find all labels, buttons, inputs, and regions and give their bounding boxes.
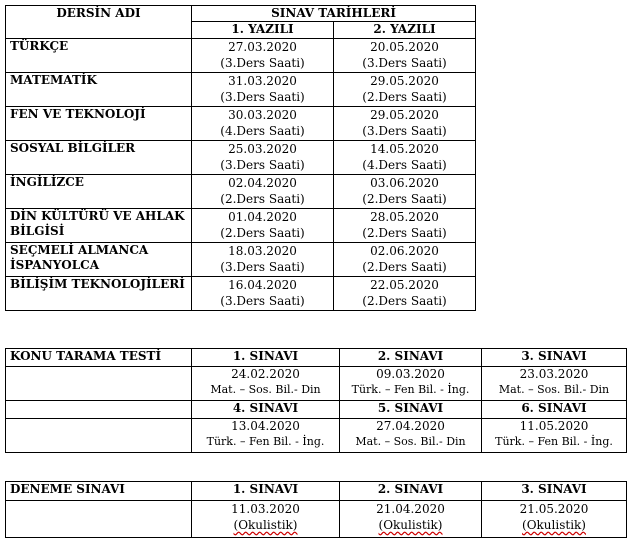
exam-row xyxy=(6,107,476,141)
exam-row xyxy=(6,73,476,107)
header-row xyxy=(6,6,476,22)
screening-data-row-2 xyxy=(6,419,627,453)
trial-exam-1: 1. SINAVI xyxy=(192,482,340,501)
screening-cell-6: 11.05.2020 Türk. – Fen Bil. - İng. xyxy=(482,419,627,453)
exam-row xyxy=(6,141,476,175)
screening-exam-5: 5. SINAVI xyxy=(340,401,482,419)
first-exam-date: 01.04.2020 (2.Ders Saati) xyxy=(192,209,334,243)
screening-cell-4: 13.04.2020 Türk. – Fen Bil. - İng. xyxy=(192,419,340,453)
empty-cell xyxy=(6,501,192,538)
course-name: SOSYAL BİLGİLER xyxy=(6,141,192,175)
first-exam-date: 30.03.2020 (4.Ders Saati) xyxy=(192,107,334,141)
trial-exam-2: 2. SINAVI xyxy=(340,482,482,501)
second-exam-date: 29.05.2020 (3.Ders Saati) xyxy=(334,107,476,141)
course-name: MATEMATİK xyxy=(6,73,192,107)
screening-exam-2: 2. SINAVI xyxy=(340,349,482,367)
trial-title: DENEME SINAVI xyxy=(6,482,192,501)
trial-cell-3: 21.05.2020 (Okulistik) xyxy=(482,501,627,538)
course-name: TÜRKÇE xyxy=(6,39,192,73)
trial-header-row xyxy=(6,482,627,501)
screening-cell-1: 24.02.2020 Mat. – Sos. Bil.- Din xyxy=(192,367,340,401)
course-name: FEN VE TEKNOLOJİ xyxy=(6,107,192,141)
course-name: SEÇMELİ ALMANCA İSPANYOLCA xyxy=(6,243,192,277)
first-exam-date: 27.03.2020 (3.Ders Saati) xyxy=(192,39,334,73)
course-name: DİN KÜLTÜRÜ VE AHLAK BİLGİSİ xyxy=(6,209,192,243)
first-exam-date: 25.03.2020 (3.Ders Saati) xyxy=(192,141,334,175)
screening-cell-3: 23.03.2020 Mat. – Sos. Bil.- Din xyxy=(482,367,627,401)
exam-dates-body xyxy=(6,39,476,311)
screening-header-row-2 xyxy=(6,401,627,419)
screening-exam-6: 6. SINAVI xyxy=(482,401,627,419)
first-exam-date: 02.04.2020 (2.Ders Saati) xyxy=(192,175,334,209)
second-exam-date: 14.05.2020 (4.Ders Saati) xyxy=(334,141,476,175)
empty-cell xyxy=(6,419,192,453)
course-column-header: DERSİN ADI xyxy=(6,6,192,39)
screening-header-row xyxy=(6,349,627,367)
screening-cell-2: 09.03.2020 Türk. – Fen Bil. - İng. xyxy=(340,367,482,401)
second-exam-date: 29.05.2020 (2.Ders Saati) xyxy=(334,73,476,107)
course-name: BİLİŞİM TEKNOLOJİLERİ xyxy=(6,277,192,311)
first-exam-date: 16.04.2020 (3.Ders Saati) xyxy=(192,277,334,311)
screening-data-row xyxy=(6,367,627,401)
empty-cell xyxy=(6,401,192,419)
exam-row xyxy=(6,277,476,311)
screening-title: KONU TARAMA TESTİ xyxy=(6,349,192,367)
exam-row xyxy=(6,175,476,209)
screening-cell-5: 27.04.2020 Mat. – Sos. Bil.- Din xyxy=(340,419,482,453)
second-exam-date: 22.05.2020 (2.Ders Saati) xyxy=(334,277,476,311)
screening-exam-3: 3. SINAVI xyxy=(482,349,627,367)
first-exam-date: 31.03.2020 (3.Ders Saati) xyxy=(192,73,334,107)
trial-data-row xyxy=(6,501,627,538)
screening-exam-1: 1. SINAVI xyxy=(192,349,340,367)
second-exam-date: 02.06.2020 (2.Ders Saati) xyxy=(334,243,476,277)
exam-row xyxy=(6,39,476,73)
trial-cell-1: 11.03.2020 (Okulistik) xyxy=(192,501,340,538)
empty-cell xyxy=(6,367,192,401)
exam-row xyxy=(6,243,476,277)
trial-exam-table xyxy=(5,481,627,538)
screening-exam-4: 4. SINAVI xyxy=(192,401,340,419)
trial-cell-2: 21.04.2020 (Okulistik) xyxy=(340,501,482,538)
exam-row xyxy=(6,209,476,243)
second-exam-header: 2. YAZILI xyxy=(334,22,476,39)
trial-exam-3: 3. SINAVI xyxy=(482,482,627,501)
exam-dates-header: SINAV TARİHLERİ xyxy=(192,6,476,22)
screening-table xyxy=(5,348,627,453)
exam-dates-table xyxy=(5,5,476,311)
first-exam-date: 18.03.2020 (3.Ders Saati) xyxy=(192,243,334,277)
second-exam-date: 03.06.2020 (2.Ders Saati) xyxy=(334,175,476,209)
second-exam-date: 20.05.2020 (3.Ders Saati) xyxy=(334,39,476,73)
course-name: İNGİLİZCE xyxy=(6,175,192,209)
second-exam-date: 28.05.2020 (2.Ders Saati) xyxy=(334,209,476,243)
first-exam-header: 1. YAZILI xyxy=(192,22,334,39)
